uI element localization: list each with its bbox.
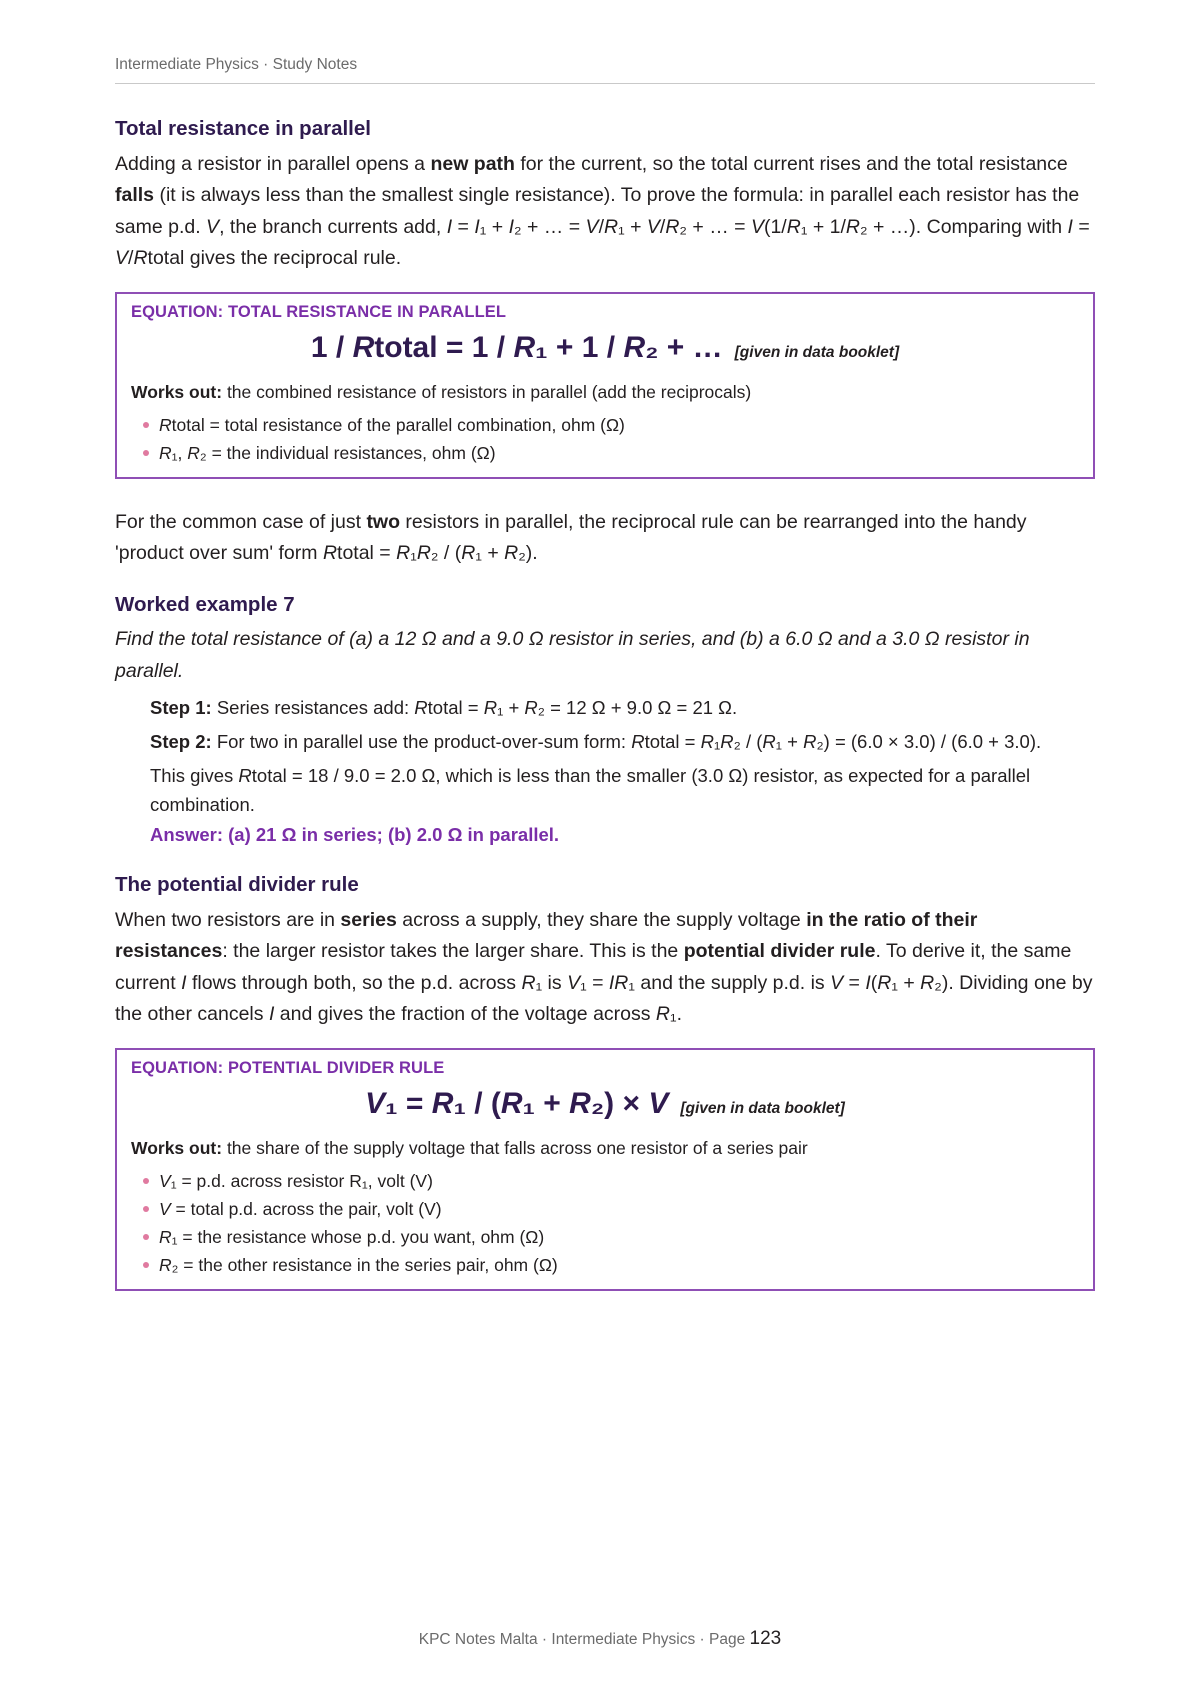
equation-box-potential-divider (115, 1048, 1095, 1291)
parallel-intro-paragraph: Adding a resistor in parallel opens a new path for the current, so the total current rises and the total resistance falls (it is always less than the smallest single resistance). To prove the formula: in parallel each resistor has the same p.d. V, the branch currents add, I = I₁ + I₂ + … = V/R₁ + V/R₂ + … = V(1/R₁ + 1/R₂ + …). Comparing with I = V/Rtotal gives the reciprocal rule. (115, 152, 1090, 270)
variable-item: R₁, R₂ = the individual resistances, ohm (Ω) (143, 439, 1079, 467)
section-heading-parallel: Total resistance in parallel (115, 117, 371, 140)
step-1: Step 1: Series resistances add: Rtotal = R₁ + R₂ = 12 Ω + 9.0 Ω = 21 Ω. (150, 697, 738, 719)
bullet-icon (143, 1234, 149, 1240)
variable-item: R₂ = the other resistance in the series pair, ohm (Ω) (143, 1251, 1079, 1279)
bullet-icon (143, 422, 149, 428)
worked-example-answer: Answer: (a) 21 Ω in series; (b) 2.0 Ω in parallel. (150, 824, 560, 846)
page-content (115, 116, 1095, 1291)
page-number: 123 (749, 1628, 782, 1649)
step-3: This gives Rtotal = 18 / 9.0 = 2.0 Ω, which is less than the smaller (3.0 Ω) resistor, as expected for a parallel combination. (150, 765, 1031, 816)
worked-example-steps (115, 693, 1095, 846)
works-out-line: Works out: the share of the supply voltage that falls across one resistor of a series pair (131, 1137, 808, 1158)
variable-item: V = total p.d. across the pair, volt (V) (143, 1195, 1079, 1223)
bullet-icon (143, 1262, 149, 1268)
footer-text: KPC Notes Malta · Intermediate Physics · Page (418, 1631, 750, 1648)
equation-note: [given in data booklet] (734, 343, 900, 361)
equation-line (131, 328, 1079, 373)
step-2: Step 2: For two in parallel use the product-over-sum form: Rtotal = R₁R₂ / (R₁ + R₂) = (6.0 × 3.0) / (6.0 + 3.0). (150, 731, 1042, 753)
variable-item: V₁ = p.d. across resistor R₁, volt (V) (143, 1167, 1079, 1195)
running-header-text: Intermediate Physics · Study Notes (115, 56, 358, 73)
equation-formula: 1 / Rtotal = 1 / R₁ + 1 / R₂ + … (310, 330, 723, 364)
page-footer (0, 1628, 1200, 1650)
variable-list (131, 1167, 1079, 1279)
worked-example-heading: Worked example 7 (115, 592, 295, 616)
variable-item: Rtotal = total resistance of the parallel combination, ohm (Ω) (143, 411, 1079, 439)
bullet-icon (143, 1178, 149, 1184)
equation-label: EQUATION: TOTAL RESISTANCE IN PARALLEL (131, 302, 507, 321)
works-out-line: Works out: the combined resistance of resistors in parallel (add the reciprocals) (131, 381, 752, 402)
section-heading-potential-divider: The potential divider rule (115, 873, 359, 897)
potential-divider-paragraph: When two resistors are in series across a supply, they share the supply voltage in the ratio of their resistances: the larger resistor takes the larger share. This is the potential divider rule. To derive it, the same current I flows through both, so the p.d. across R₁ is V₁ = IR₁ and the supply p.d. is V = I(R₁ + R₂). Dividing one by the other cancels I and gives the fraction of the voltage across R₁. (115, 908, 1093, 1026)
bullet-icon (143, 450, 149, 456)
variable-item: R₁ = the resistance whose p.d. you want, ohm (Ω) (143, 1223, 1079, 1251)
equation-line (131, 1084, 1079, 1129)
worked-example-question: Find the total resistance of (a) a 12 Ω and a 9.0 Ω resistor in series, and (b) a 6.0 Ω and a 3.0 Ω resistor in parallel. (115, 628, 1030, 682)
product-over-sum-paragraph: For the common case of just two resistors in parallel, the reciprocal rule can be rearranged into the handy 'product over sum' form Rtotal = R₁R₂ / (R₁ + R₂). (115, 510, 1027, 565)
equation-label: EQUATION: POTENTIAL DIVIDER RULE (131, 1058, 445, 1077)
bullet-icon (143, 1206, 149, 1212)
variable-list (131, 411, 1079, 467)
equation-formula: V₁ = R₁ / (R₁ + R₂) × V (365, 1086, 669, 1120)
equation-note: [given in data booklet] (680, 1099, 845, 1117)
running-header (115, 56, 1095, 84)
equation-box-parallel (115, 292, 1095, 479)
